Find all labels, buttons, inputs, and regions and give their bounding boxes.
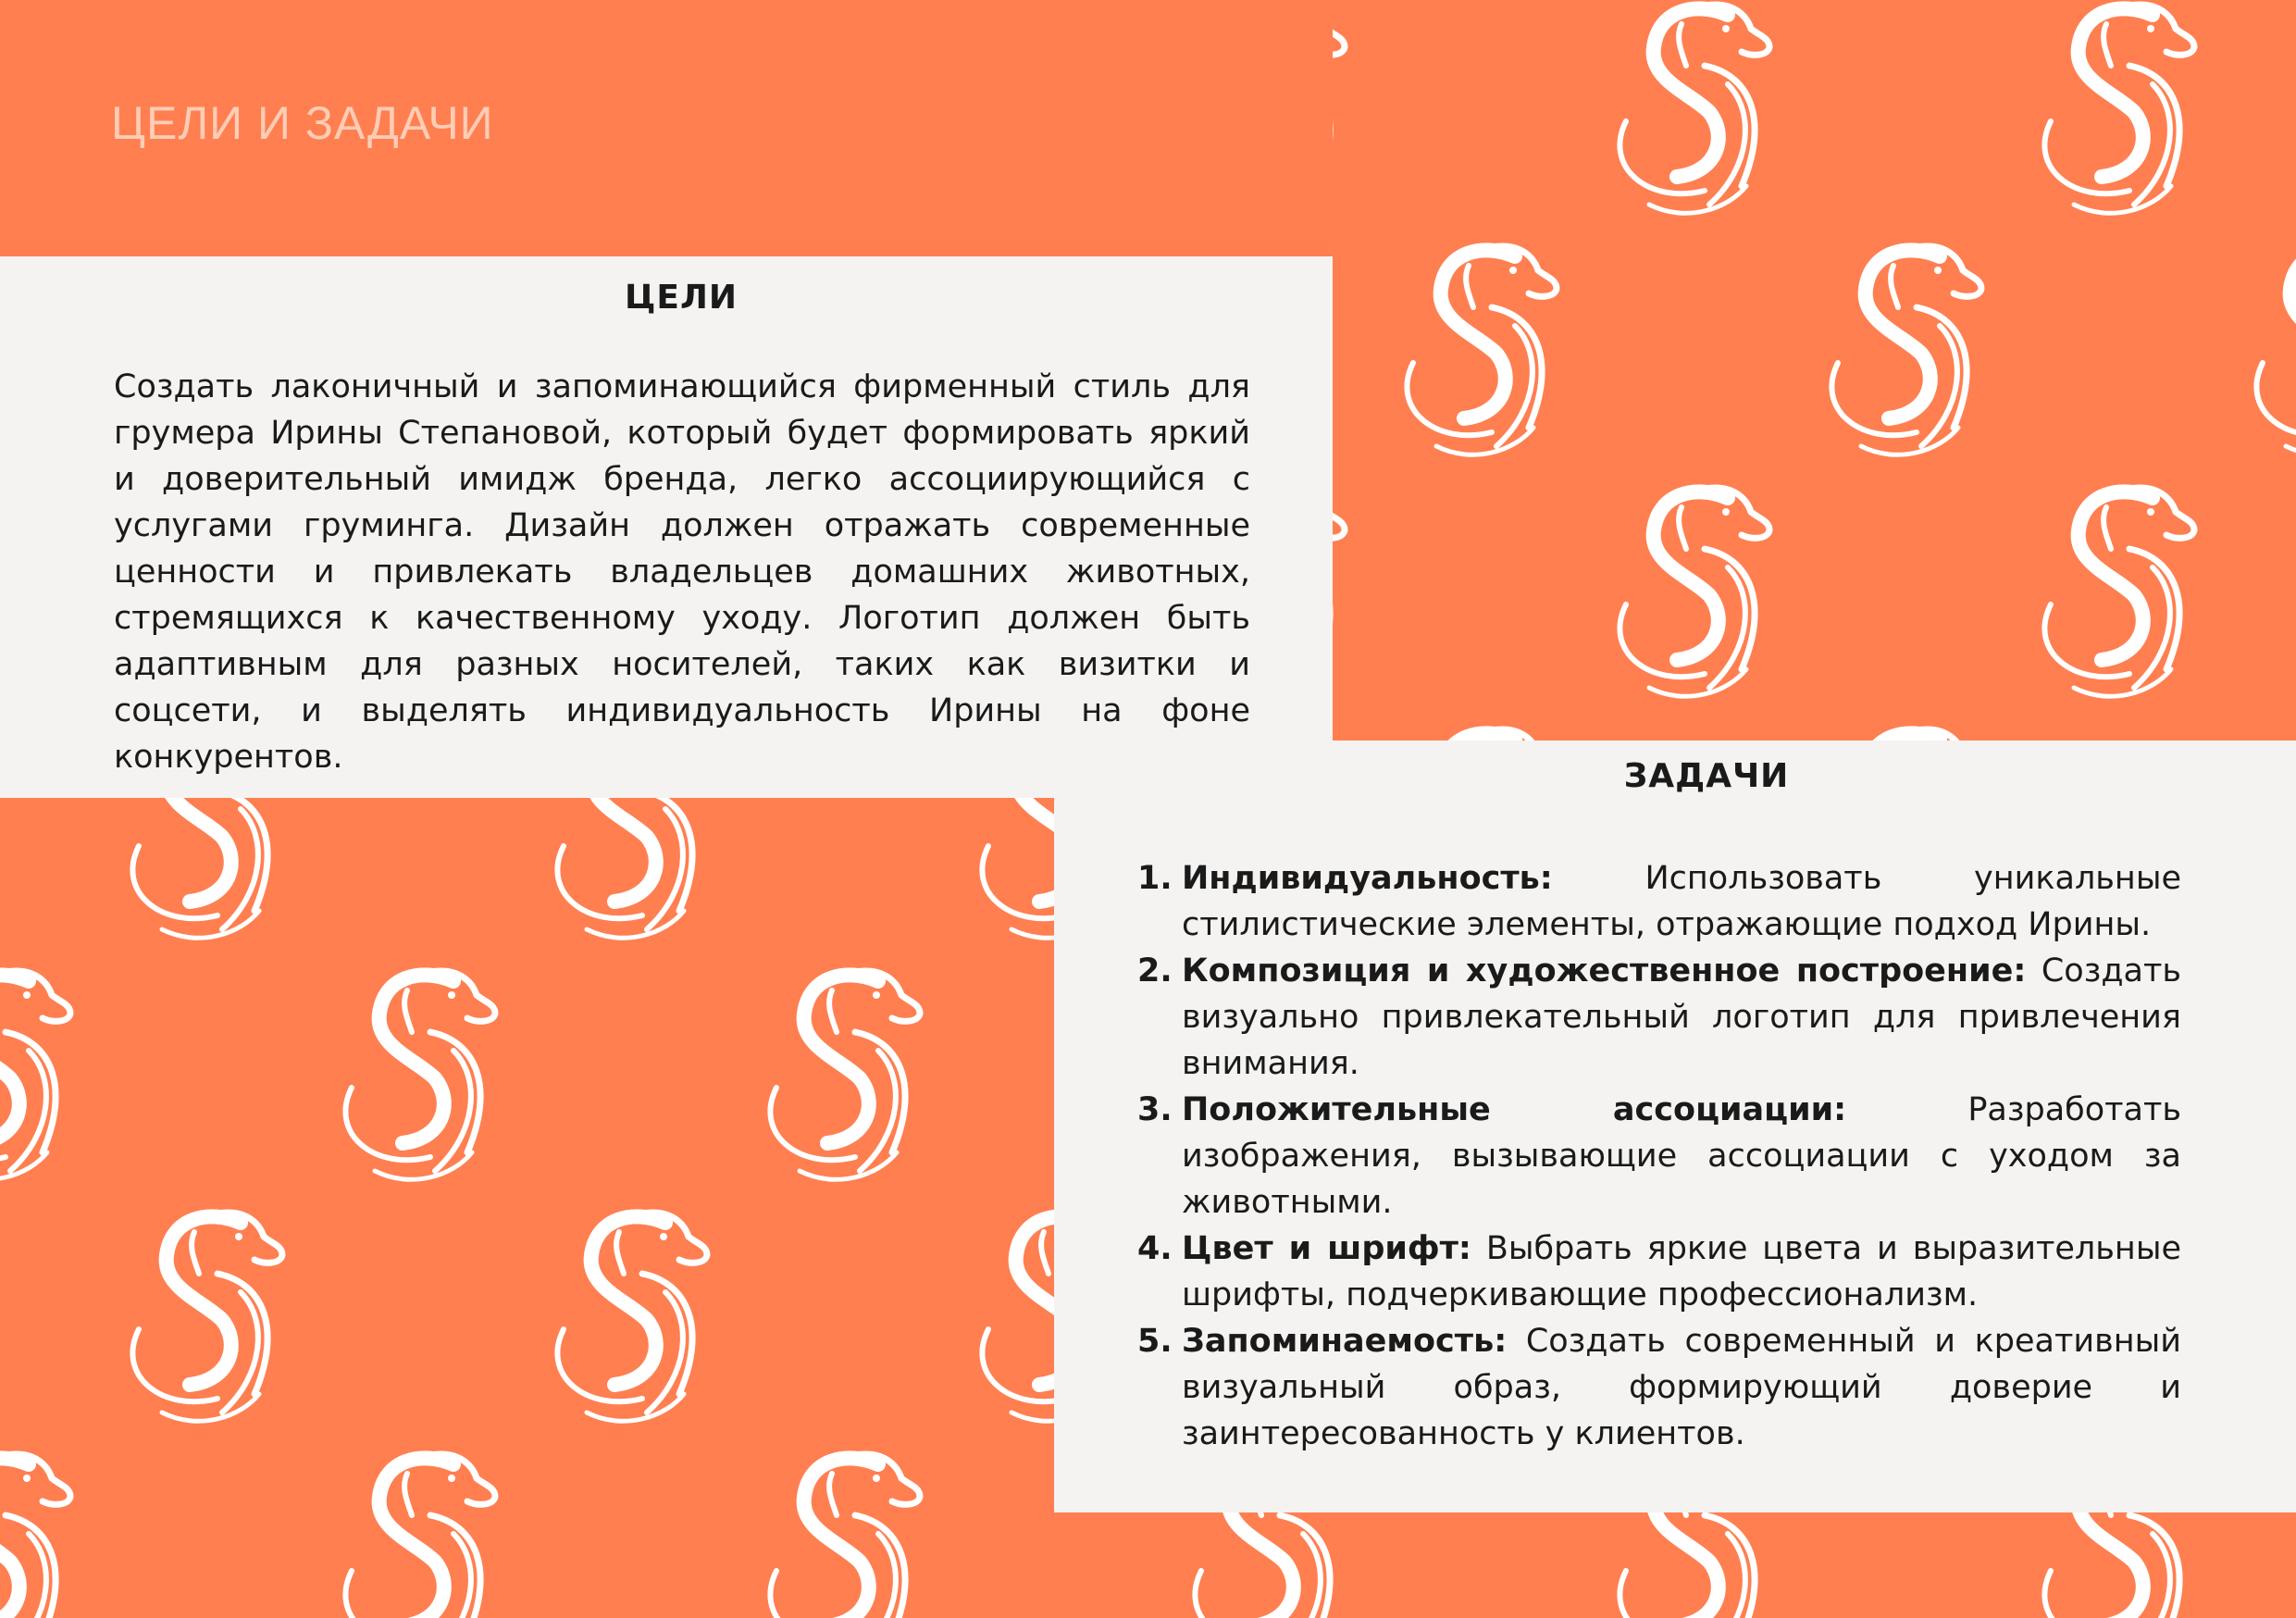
tasks-list [1137,855,2181,1457]
task-text: Использовать уникальные стилистические элементы, отражающие подход Ирины. [1182,860,2181,943]
task-item [1137,855,2181,948]
task-term: Запоминаемость: [1182,1323,1508,1360]
task-term: Цвет и шрифт: [1182,1230,1471,1267]
task-text: Выбрать яркие цвета и выразительные шрифты, подчеркивающие профессионализм. [1182,1230,2181,1313]
task-term: Положительные ассоциации: [1182,1091,1847,1128]
task-item [1137,1226,2181,1318]
task-term: Композиция и художественное построение: [1182,952,2027,989]
task-number: 3. [1137,1091,1173,1128]
task-text: Разработать изображения, вызывающие ассоциации с уходом за животными. [1182,1091,2181,1221]
task-text: Создать современный и креативный визуальный образ, формирующий доверие и заинтересованность у клиентов. [1182,1323,2181,1452]
goals-panel [0,256,1333,798]
page-title: ЦЕЛИ И ЗАДАЧИ [111,97,494,149]
task-text: Создать визуально привлекательный логотип для привлечения внимания. [1182,952,2181,1082]
task-number: 5. [1137,1323,1173,1360]
tasks-heading: ЗАДАЧИ [1623,757,1790,795]
task-number: 4. [1137,1230,1173,1267]
goals-text: Создать лаконичный и запоминающийся фирменный стиль для грумера Ирины Степановой, который будет формировать яркий и доверительный имидж бренда, легко ассоциирующийся с услугами груминга. Дизайн должен отражать современные ценности и привлекать владельцев домашних животных, стремящихся к качественному уходу. Логотип должен быть адаптивным для разных носителей, таких как визитки и соцсети, и выделять индивидуальность Ирины на фоне конкурентов. [114,368,1250,776]
task-item [1137,948,2181,1087]
task-number: 2. [1137,952,1173,989]
task-item [1137,1087,2181,1226]
task-number: 1. [1137,860,1173,897]
task-term: Индивидуальность: [1182,860,1553,897]
tasks-panel [1054,741,2296,1512]
goals-heading: ЦЕЛИ [624,279,738,317]
task-item [1137,1318,2181,1457]
